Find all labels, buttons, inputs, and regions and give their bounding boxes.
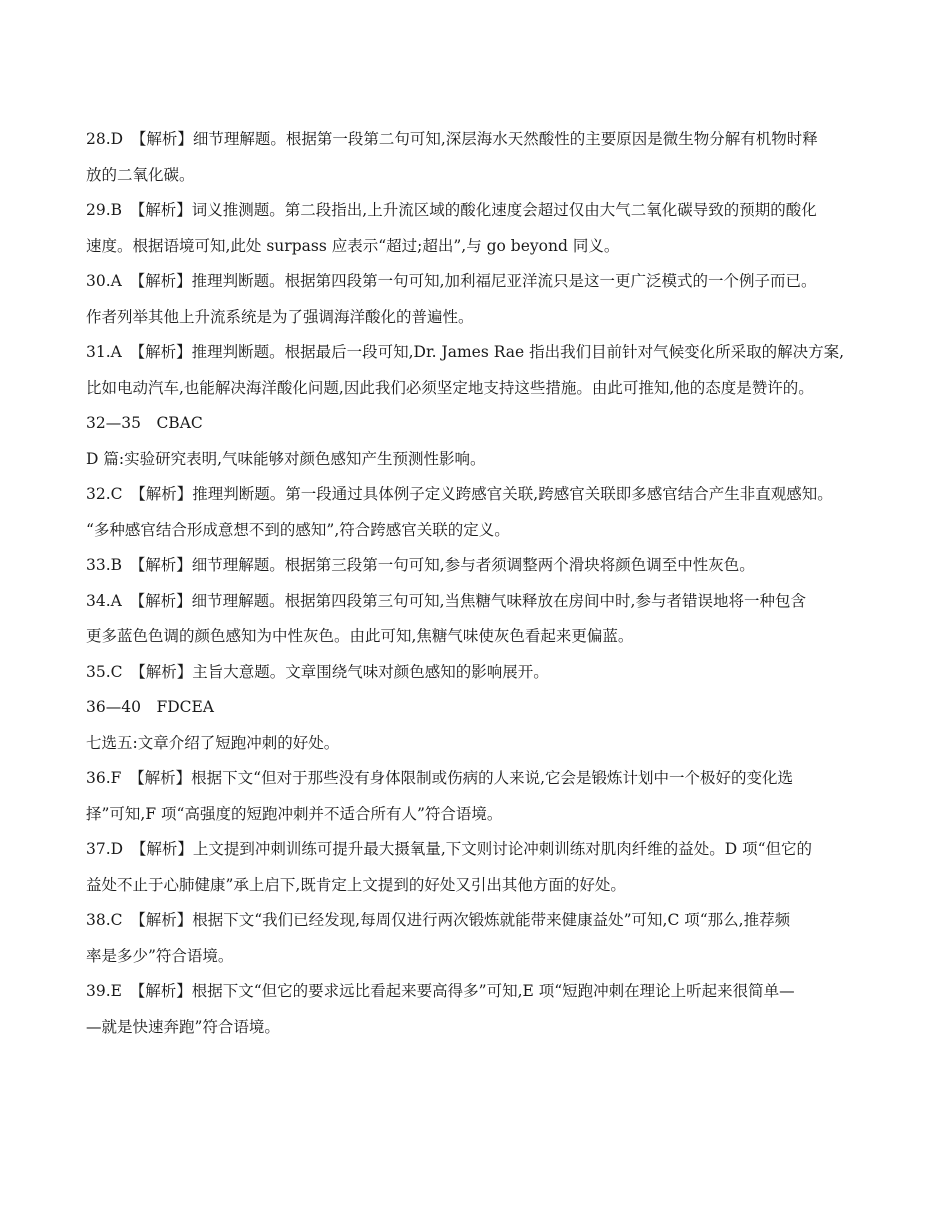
text-line: 38.C 【解析】根据下文“我们已经发现,每周仅进行两次锻炼就能带来健康益处”可知,C 项“那么,推荐频 xyxy=(86,911,791,929)
text-line: —就是快速奔跑”符合语境。 xyxy=(86,1017,280,1036)
text-line: 益处不止于心肺健康”承上启下,既肯定上文提到的好处又引出其他方面的好处。 xyxy=(86,875,626,894)
text-line: 择”可知,F 项“高强度的短跑冲刺并不适合所有人”符合语境。 xyxy=(86,804,503,823)
text-line: 更多蓝色色调的颜色感知为中性灰色。由此可知,焦糖气味使灰色看起来更偏蓝。 xyxy=(86,627,634,645)
text-line: 32—35 CBAC xyxy=(86,414,203,432)
text-line: D 篇:实验研究表明,气味能够对颜色感知产生预测性影响。 xyxy=(86,449,486,468)
text-line: 31.A 【解析】推理判断题。根据最后一段可知,Dr. James Rae 指出我们目前针对气候变化所采取的解决方案, xyxy=(86,343,845,361)
text-line: 36.F 【解析】根据下文“但对于那些没有身体限制或伤病的人来说,它会是锻炼计划中一个极好的变化选 xyxy=(86,769,794,787)
text-line: 35.C 【解析】主旨大意题。文章围绕气味对颜色感知的影响展开。 xyxy=(86,662,549,681)
text-line: 作者列举其他上升流系统是为了强调海洋酸化的普遍性。 xyxy=(86,307,474,326)
text-line: 28.D 【解析】细节理解题。根据第一段第二句可知,深层海水天然酸性的主要原因是微生物分解有机物时释 xyxy=(86,130,818,148)
text-line: 放的二氧化碳。 xyxy=(86,165,195,184)
text-line: 32.C 【解析】推理判断题。第一段通过具体例子定义跨感官关联,跨感官关联即多感官结合产生非直观感知。 xyxy=(86,485,833,503)
text-line: “多种感官结合形成意想不到的感知”,符合跨感官关联的定义。 xyxy=(86,520,510,539)
text-line: 34.A 【解析】细节理解题。根据第四段第三句可知,当焦糖气味释放在房间中时,参与者错误地将一种包含 xyxy=(86,591,806,610)
text-line: 比如电动汽车,也能解决海洋酸化问题,因此我们必须坚定地支持这些措施。由此可推知,他的态度是赞许的。 xyxy=(86,378,814,397)
text-line: 33.B 【解析】细节理解题。根据第三段第一句可知,参与者须调整两个滑块将颜色调至中性灰色。 xyxy=(86,556,755,574)
text-line: 36—40 FDCEA xyxy=(86,698,214,716)
text-line: 七选五:文章介绍了短跑冲刺的好处。 xyxy=(86,733,340,752)
text-line: 37.D 【解析】上文提到冲刺训练可提升最大摄氧量,下文则讨论冲刺训练对肌肉纤维的益处。D 项“但它的 xyxy=(86,840,813,858)
answer-explanations xyxy=(86,122,876,1045)
text-line: 29.B 【解析】词义推测题。第二段指出,上升流区域的酸化速度会超过仅由大气二氧化碳导致的预期的酸化 xyxy=(86,201,817,219)
text-line: 39.E 【解析】根据下文“但它的要求远比看起来要高得多”可知,E 项“短跑冲刺在理论上听起来很简单— xyxy=(86,982,795,1000)
text-line: 率是多少”符合语境。 xyxy=(86,946,234,965)
text-line: 速度。根据语境可知,此处 surpass 应表示“超过;超出”,与 go beyond 同义。 xyxy=(86,236,620,255)
text-line: 30.A 【解析】推理判断题。根据第四段第一句可知,加利福尼亚洋流只是这一更广泛模式的一个例子而已。 xyxy=(86,272,817,290)
